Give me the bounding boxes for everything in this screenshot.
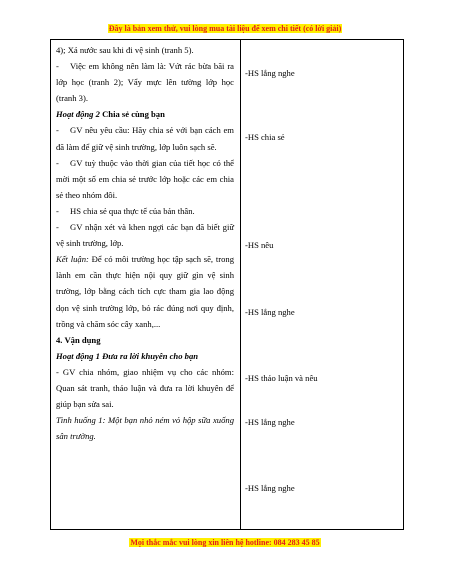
bullet-text: GV tuỳ thuộc vào thời gian của tiết học có thể mời một số em chia sẻ trước lớp hoặc các em chia sẻ theo nhóm đôi. xyxy=(56,157,234,200)
paragraph: 4); Xả nước sau khi đi vệ sinh (tranh 5). xyxy=(56,45,194,55)
bullet-item xyxy=(56,122,234,154)
column-divider xyxy=(240,40,241,529)
dash: - xyxy=(56,205,59,216)
bullet-item xyxy=(56,203,234,219)
bullet-text: Việc em không nên làm là: Vứt rác bừa bãi ra lớp học (tranh 2); Vẩy mực lên tường lớp học (tranh 3). xyxy=(56,61,234,104)
bullet-text: GV nhận xét và khen ngợi các bạn đã biết giữ vệ sinh trường, lớp. xyxy=(56,222,234,249)
lesson-table xyxy=(50,39,404,530)
activity-2-title: Chia sẻ cùng bạn xyxy=(99,109,165,120)
bullet-item xyxy=(56,155,234,203)
student-response: -HS nêu xyxy=(245,240,274,250)
footer-banner xyxy=(0,538,450,547)
bullet-text: GV nêu yêu cầu: Hãy chia sẻ với bạn cách em đã làm để giữ vệ sinh trường, lớp luôn sạch sẽ. xyxy=(56,125,234,152)
situation-1: Tình huống 1: Một bạn nhỏ ném vỏ hộp sữa xuống sân trường. xyxy=(56,415,234,442)
bullet-text: HS chia sẻ qua thực tế của bản thân. xyxy=(70,205,195,216)
activity-2-label: Hoạt động 2 xyxy=(56,109,100,120)
conclusion-label: Kết luận: xyxy=(56,254,89,265)
paragraph: - GV chia nhóm, giao nhiệm vụ cho các nhóm: Quan sát tranh, thảo luận và đưa ra lời khuyên để giúp bạn sửa sai. xyxy=(56,366,234,410)
section-4-heading: 4. Vận dụng xyxy=(56,334,101,345)
student-response: -HS thảo luận và nêu xyxy=(245,373,318,383)
activity-1-heading: Hoạt động 1 Đưa ra lời khuyên cho bạn xyxy=(56,350,199,361)
student-response: -HS lắng nghe xyxy=(245,483,295,493)
footer-banner-text: Mọi thắc mắc vui lòng xin liên hệ hotline: 084 283 45 85 xyxy=(130,538,320,547)
dash: - xyxy=(56,222,59,233)
student-response: -HS lắng nghe xyxy=(245,417,295,427)
student-response: -HS chia sẻ xyxy=(245,132,285,142)
dash: - xyxy=(56,61,59,72)
activity-2-heading xyxy=(56,106,234,122)
header-banner-text: Đây là bản xem thử, vui lòng mua tài liệu để xem chi tiết (có lời giải) xyxy=(108,24,342,33)
conclusion xyxy=(56,251,234,331)
student-response: -HS lắng nghe xyxy=(245,68,295,78)
dash: - xyxy=(56,125,59,136)
student-response: -HS lắng nghe xyxy=(245,307,295,317)
bullet-item xyxy=(56,219,234,251)
teacher-activities-column xyxy=(56,42,234,444)
dash: - xyxy=(56,157,59,168)
bullet-item xyxy=(56,58,234,106)
header-banner xyxy=(0,24,450,33)
conclusion-text: Để có môi trường học tập sạch sẽ, trong lành em cần thực hiện nội quy giữ gìn vệ sinh trường, lớp bằng cách tích cực tham gia lao động dọn vệ sinh trường lớp, bỏ rác đúng nơi quy định, trồng và chăm sóc cây xanh,... xyxy=(56,254,234,329)
